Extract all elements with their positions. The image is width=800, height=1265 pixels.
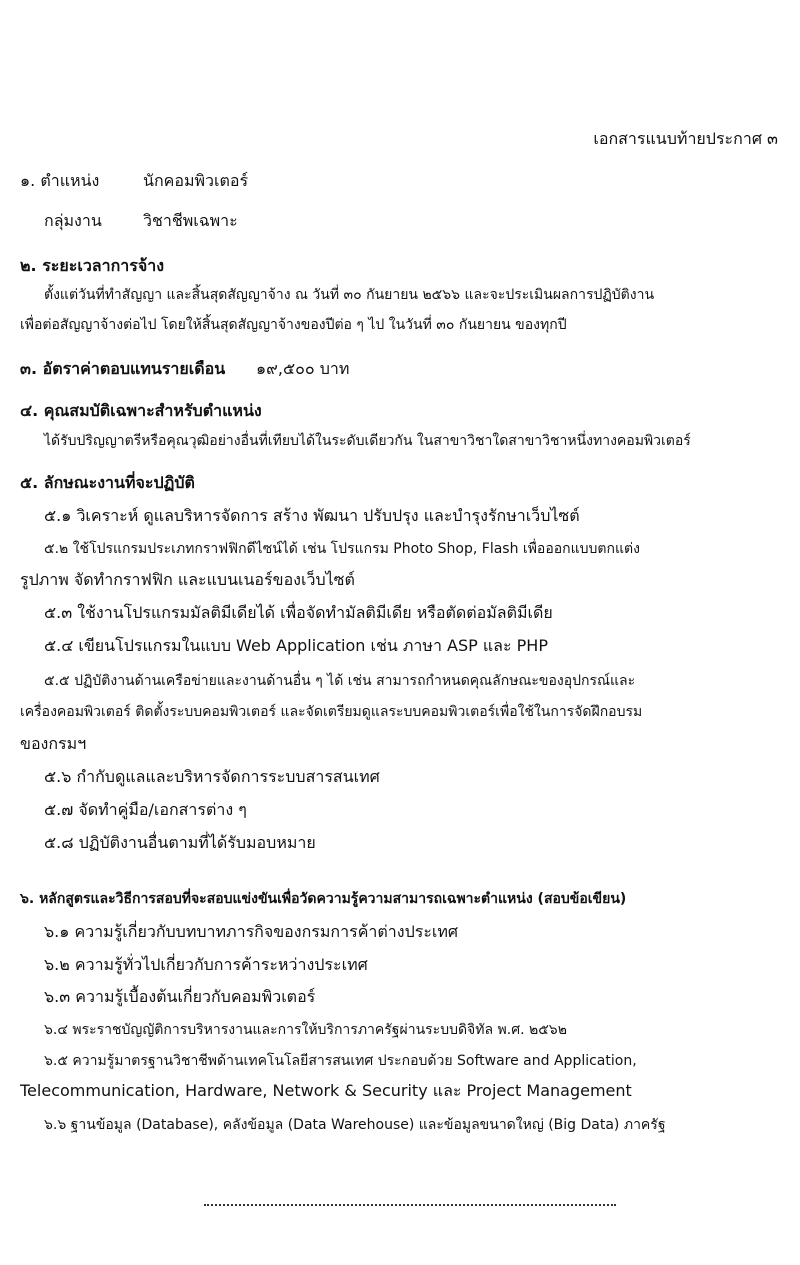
section-6-item-2: ๖.๒ ความรู้ทั่วไปเกี่ยวกับการค้าระหว่างประเทศ [44, 955, 368, 974]
attachment-header: เอกสารแนบท้ายประกาศ ๓ [593, 129, 778, 148]
section-6-item-5-line-1: ๖.๕ ความรู้มาตรฐานวิชาชีพด้านเทคโนโลยีสารสนเทศ ประกอบด้วย Software and Application, [44, 1053, 637, 1069]
section-5-item-7: ๕.๗ จัดทำคู่มือ/เอกสารต่าง ๆ [44, 800, 247, 819]
section-5-item-1: ๕.๑ วิเคราะห์ ดูแลบริหารจัดการ สร้าง พัฒนา ปรับปรุง และบำรุงรักษาเว็บไซต์ [44, 506, 580, 525]
section-5-title: ๕. ลักษณะงานที่จะปฏิบัติ [20, 473, 195, 492]
section-5-item-6: ๕.๖ กำกับดูแลและบริหารจัดการระบบสารสนเทศ [44, 767, 380, 786]
section-2-line-1: ตั้งแต่วันที่ทำสัญญา และสิ้นสุดสัญญาจ้าง ณ วันที่ ๓๐ กันยายน ๒๕๖๖ และจะประเมินผลการปฏิบัติงาน [44, 287, 655, 303]
position-value: นักคอมพิวเตอร์ [143, 171, 249, 190]
section-5-item-5-line-1: ๕.๕ ปฏิบัติงานด้านเครือข่ายและงานด้านอื่น ๆ ได้ เช่น สามารถกำหนดคุณลักษณะของอุปกรณ์และ [44, 673, 636, 689]
salary-amount: ๑๙,๕๐๐ บาท [256, 359, 350, 378]
position-label: ๑. ตำแหน่ง [20, 171, 100, 190]
section-5-item-5-line-3: ของกรมฯ [20, 734, 87, 753]
section-5-item-4: ๕.๔ เขียนโปรแกรมในแบบ Web Application เช่น ภาษา ASP และ PHP [44, 636, 548, 655]
end-dotted-line [204, 1204, 616, 1206]
section-5-item-2-line-2: รูปภาพ จัดทำกราฟฟิก และแบนเนอร์ของเว็บไซต์ [20, 570, 355, 589]
section-4-title: ๔. คุณสมบัติเฉพาะสำหรับตำแหน่ง [20, 401, 262, 420]
section-4-line-1: ได้รับปริญญาตรีหรือคุณวุฒิอย่างอื่นที่เทียบได้ในระดับเดียวกัน ในสาขาวิชาใดสาขาวิชาหนึ่งทางคอมพิวเตอร์ [44, 433, 691, 449]
section-5-item-2-line-1: ๕.๒ ใช้โปรแกรมประเภทกราฟฟิกดีไซน์ได้ เช่น โปรแกรม Photo Shop, Flash เพื่อออกแบบตกแต่ง [44, 541, 640, 557]
section-6-item-6: ๖.๖ ฐานข้อมูล (Database), คลังข้อมูล (Data Warehouse) และข้อมูลขนาดใหญ่ (Big Data) ภาครัฐ [44, 1117, 666, 1133]
section-6-item-1: ๖.๑ ความรู้เกี่ยวกับบทบาทภารกิจของกรมการค้าต่างประเทศ [44, 922, 459, 941]
group-value: วิชาชีพเฉพาะ [143, 211, 238, 230]
section-2-line-2: เพื่อต่อสัญญาจ้างต่อไป โดยให้สิ้นสุดสัญญาจ้างของปีต่อ ๆ ไป ในวันที่ ๓๐ กันยายน ของทุกปี [20, 317, 567, 333]
section-5-item-3: ๕.๓ ใช้งานโปรแกรมมัลติมีเดียได้ เพื่อจัดทำมัลติมีเดีย หรือตัดต่อมัลติมีเดีย [44, 603, 553, 622]
section-6-item-3: ๖.๓ ความรู้เบื้องต้นเกี่ยวกับคอมพิวเตอร์ [44, 987, 316, 1006]
section-6-title: ๖. หลักสูตรและวิธีการสอบที่จะสอบแข่งขันเพื่อวัดความรู้ความสามารถเฉพาะตำแหน่ง (สอบข้อเขียน) [20, 891, 627, 907]
section-5-item-5-line-2: เครื่องคอมพิวเตอร์ ติดตั้งระบบคอมพิวเตอร์ และจัดเตรียมดูแลระบบคอมพิวเตอร์เพื่อใช้ในการจัดฝึกอบรม [20, 704, 643, 720]
section-6-item-5-line-2: Telecommunication, Hardware, Network & Security และ Project Management [20, 1081, 632, 1100]
section-2-title: ๒. ระยะเวลาการจ้าง [20, 256, 165, 275]
section-3-title: ๓. อัตราค่าตอบแทนรายเดือน [20, 359, 226, 378]
group-label: กลุ่มงาน [44, 211, 102, 230]
section-5-item-8: ๕.๘ ปฏิบัติงานอื่นตามที่ได้รับมอบหมาย [44, 833, 316, 852]
section-6-item-4: ๖.๔ พระราชบัญญัติการบริหารงานและการให้บริการภาครัฐผ่านระบบดิจิทัล พ.ศ. ๒๕๖๒ [44, 1022, 567, 1038]
